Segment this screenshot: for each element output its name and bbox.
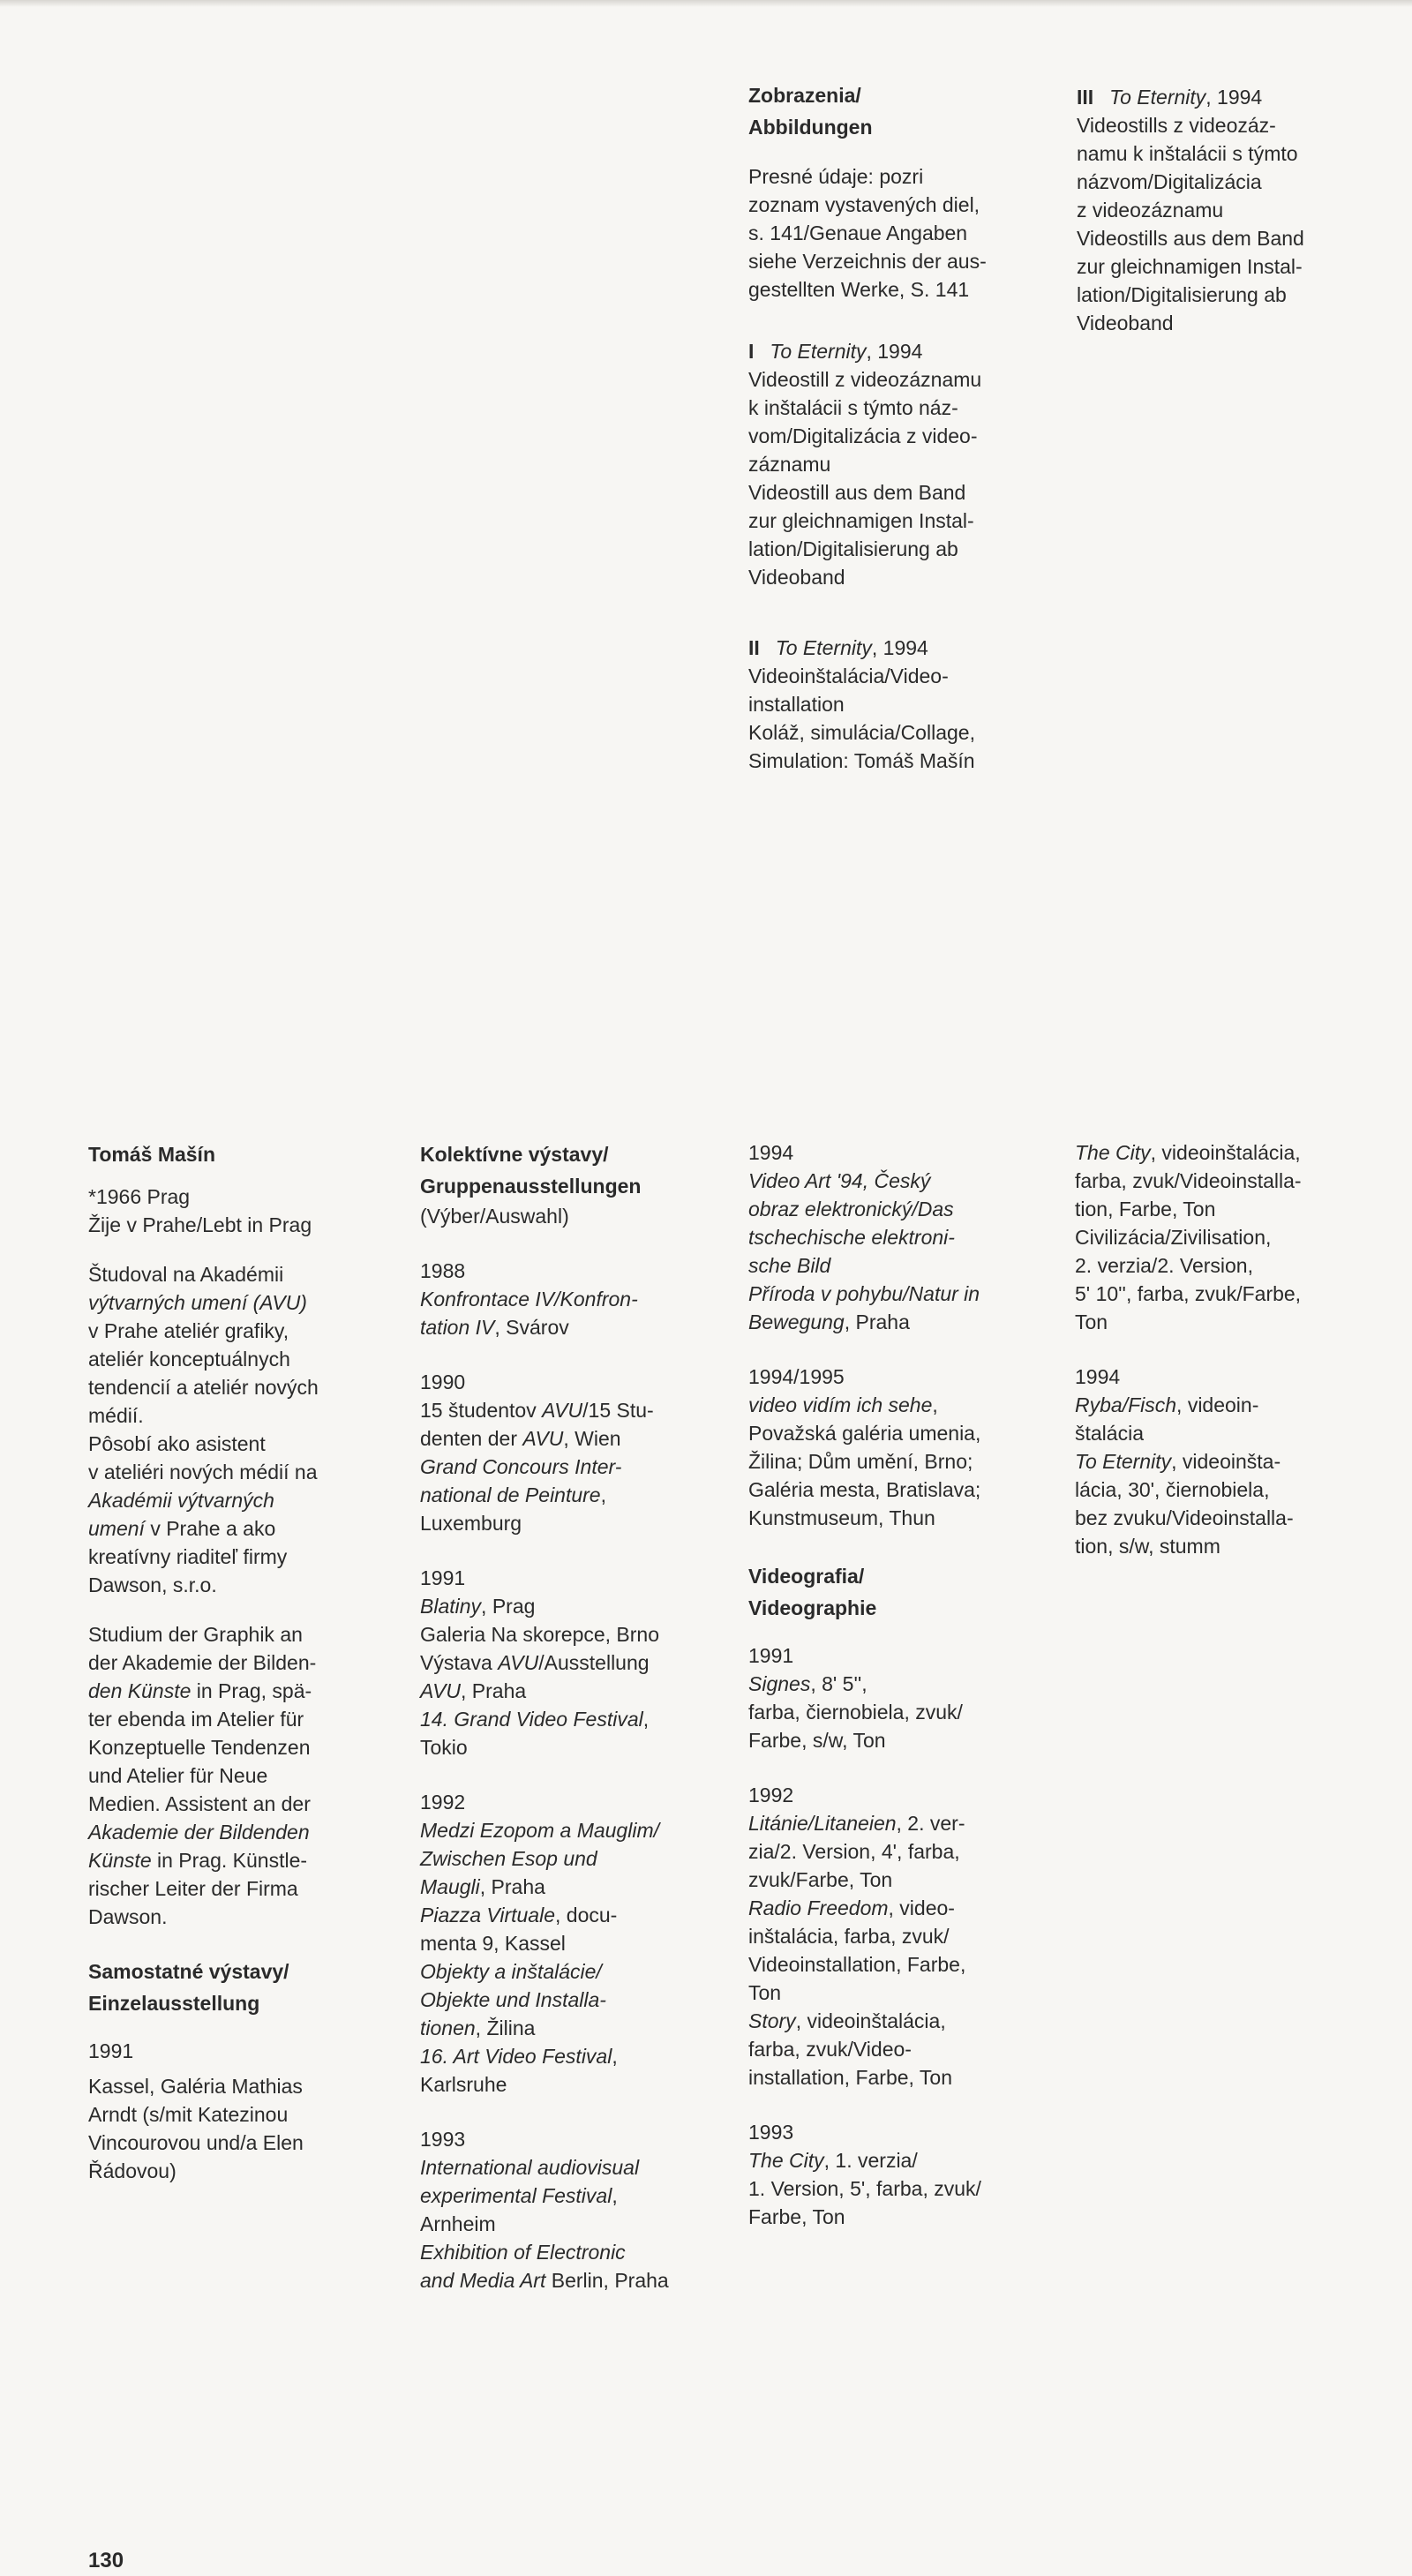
text-line: Radio Freedom, video- [748, 1896, 955, 1919]
text-line: kreatívny riaditeľ firmy [88, 1545, 288, 1568]
captions-column-b [1077, 83, 1377, 337]
text-line: Farbe, s/w, Ton [748, 1729, 886, 1752]
entry-year: 1994 [748, 1141, 794, 1164]
text-line: v ateliéri nových médií na [88, 1461, 318, 1483]
text-line: installation, Farbe, Ton [748, 2066, 952, 2089]
entry [420, 1788, 720, 2099]
exhibitions-continued [748, 1138, 1048, 1532]
text-line: zia/2. Version, 4', farba, [748, 1840, 960, 1863]
text-line: 2. verzia/2. Version, [1075, 1254, 1253, 1277]
text-line: farba, zvuk/Videoinstalla- [1075, 1169, 1302, 1192]
text-line: ter ebenda im Atelier für [88, 1708, 304, 1731]
entry-year: 1990 [420, 1371, 466, 1393]
text-line: Akademie der Bildenden [88, 1821, 310, 1844]
text-line: Bewegung, Praha [748, 1311, 910, 1333]
videography-continued [1075, 1138, 1384, 1560]
entry-year: 1994 [1075, 1365, 1121, 1388]
text-line: Pôsobí ako asistent [88, 1432, 266, 1455]
caption-item-1: I To Eternity, 1994 Videostill z videozáznamu k inštalácii s týmto náz- vom/Digitalizácia z video- záznamu Videostill aus dem Band zur gleichnamigen Instal- lation/Digitalisierung ab Videoband [748, 340, 982, 589]
text-line: Výstava AVU/Ausstellung [420, 1651, 650, 1674]
solo-exhibitions-heading: Samostatné výstavy/ Einzelausstellung [88, 1960, 289, 2015]
text-line: Zwischen Esop und [420, 1847, 597, 1870]
text-line: tion, Farbe, Ton [1075, 1198, 1216, 1220]
text-line: farba, zvuk/Video- [748, 2038, 912, 2061]
entry [420, 2125, 720, 2294]
text-line: zvuk/Farbe, Ton [748, 1868, 893, 1891]
entry [420, 1564, 720, 1761]
text-line: lácia, 30', čiernobiela, [1075, 1478, 1270, 1501]
entry-year: 1992 [748, 1784, 794, 1806]
text-line: Luxemburg [420, 1512, 522, 1535]
text-line: experimental Festival, [420, 2184, 618, 2207]
text-line: bez zvuku/Videoinstalla- [1075, 1506, 1294, 1529]
group-entries [420, 1257, 720, 2294]
captions-column-a [748, 79, 1048, 801]
text-line: Litánie/Litaneien, 2. ver- [748, 1812, 965, 1835]
text-line: Videoinstallation, Farbe, [748, 1953, 966, 1976]
text-line: video vidím ich sehe, [748, 1393, 938, 1416]
text-line: Maugli, Praha [420, 1875, 545, 1898]
solo-year: 1991 [88, 2039, 134, 2062]
text-line: Kunstmuseum, Thun [748, 1506, 935, 1529]
text-line: Signes, 8' 5'', [748, 1672, 867, 1695]
text-line: tionen, Žilina [420, 2016, 536, 2039]
artist-name: Tomáš Mašín [88, 1143, 215, 1166]
bio-column: Tomáš Mašín *1966 Prag Žije v Prahe/Lebt in Prag Študoval na Akadémii výtvarných umení (AVU) v Prahe ateliér grafiky, ateliér konceptuálnych tendencií a ateliér nových médií. Pôsobí ako asistent v ateliéri nových médií na Akadémii výtvarných umení v Prahe a ako kreatívny riaditeľ firmy Dawson, s.r.o. Studium der Graphik an der Akademie der Bilden- den Künste in Prag, spä- ter ebenda im Atelier für Konzeptuelle Tendenzen und Atelier für Neue Medien. Assistent an der Akademie der Bildenden Künste in Prag. Künstle- rischer Leiter der Firma Dawson. Samostatné výstavy/ Einzelausstellung 1991 Kassel, Galéria Mathias Arndt (s/mit Katezinou Vincourovou und/a Elen Řádovou) [88, 1138, 388, 2185]
birth: *1966 Prag [88, 1185, 191, 1208]
bio-slovak [88, 1260, 388, 1599]
captions-heading: Zobrazenia/ Abbildungen [748, 84, 873, 139]
text-line: 5' 10'', farba, zvuk/Farbe, [1075, 1282, 1302, 1305]
entry-year: 1994/1995 [748, 1365, 845, 1388]
text-line: der Akademie der Bilden- [88, 1651, 317, 1674]
text-line: Studium der Graphik an [88, 1623, 303, 1646]
videography-entries [748, 1641, 1048, 2231]
text-line: Künste in Prag. Künstle- [88, 1849, 308, 1872]
text-line: výtvarných umení (AVU) [88, 1291, 307, 1314]
entry [1075, 1138, 1384, 1336]
text-line: médií. [88, 1404, 144, 1427]
text-line: tion, s/w, stumm [1075, 1535, 1220, 1558]
text-line: Civilizácia/Zivilisation, [1075, 1226, 1272, 1249]
exhibitions-videography-column [748, 1138, 1048, 2257]
text-line: Galéria mesta, Bratislava; [748, 1478, 981, 1501]
entry-year: 1991 [748, 1644, 794, 1667]
entry-year: 1992 [420, 1791, 466, 1814]
text-line: Konzeptuelle Tendenzen [88, 1736, 311, 1759]
text-line: 16. Art Video Festival, [420, 2045, 618, 2068]
text-line: AVU, Praha [420, 1679, 527, 1702]
text-line: Objekty a inštalácie/ [420, 1960, 602, 1983]
entry [748, 1138, 1048, 1336]
text-line: Ryba/Fisch, videoin- [1075, 1393, 1259, 1416]
entry [748, 1781, 1048, 2092]
text-line: Medzi Ezopom a Mauglim/ [420, 1819, 659, 1842]
bio-german [88, 1620, 388, 1931]
text-line: Farbe, Ton [748, 2205, 845, 2228]
caption-item-2: II To Eternity, 1994 Videoinštalácia/Video- installation Koláž, simulácia/Collage, Simulation: Tomáš Mašín [748, 636, 975, 772]
text-line: umení v Prahe a ako [88, 1517, 276, 1540]
group-exhibitions-heading: Kolektívne výstavy/ Gruppenausstellungen [420, 1143, 642, 1198]
entry [748, 1363, 1048, 1532]
text-line: International audiovisual [420, 2156, 640, 2179]
text-line: national de Peinture, [420, 1483, 606, 1506]
entry [1075, 1363, 1384, 1560]
videography-heading: Videografia/ Videographie [748, 1565, 877, 1619]
group-subtitle: (Výber/Auswahl) [420, 1205, 569, 1228]
text-line: Piazza Virtuale, docu- [420, 1904, 618, 1926]
text-line: 15 študentov AVU/15 Stu- [420, 1399, 654, 1422]
text-line: Arnheim [420, 2212, 496, 2235]
entry-year: 1988 [420, 1259, 466, 1282]
text-line: Akadémii výtvarných [88, 1489, 274, 1512]
text-line: Objekte und Installa- [420, 1988, 606, 2011]
text-line: 1. Version, 5', farba, zvuk/ [748, 2177, 981, 2200]
entry-year: 1991 [420, 1566, 466, 1589]
page-number: 130 [88, 2549, 124, 2572]
text-line: 14. Grand Video Festival, [420, 1708, 650, 1731]
text-line: The City, 1. verzia/ [748, 2149, 918, 2172]
text-line: Ton [748, 1981, 782, 2004]
text-line: und Atelier für Neue [88, 1764, 268, 1787]
text-line: To Eternity, videoinšta- [1075, 1450, 1281, 1473]
text-line: Žilina; Dům umění, Brno; [748, 1450, 973, 1473]
text-line: Exhibition of Electronic [420, 2241, 626, 2264]
text-line: Grand Concours Inter- [420, 1455, 622, 1478]
text-line: The City, videoinštalácia, [1075, 1141, 1301, 1164]
text-line: sche Bild [748, 1254, 831, 1277]
text-line: tation IV, Svárov [420, 1316, 569, 1339]
text-line: Karlsruhe [420, 2073, 507, 2096]
page-top-edge [0, 0, 1412, 7]
captions-intro: Presné údaje: pozri zoznam vystavených diel, s. 141/Genaue Angaben siehe Verzeichnis der aus- gestellten Werke, S. 141 [748, 165, 987, 301]
text-line: Ton [1075, 1311, 1108, 1333]
text-line: Medien. Assistent an der [88, 1792, 311, 1815]
text-line: den Künste in Prag, spä- [88, 1679, 312, 1702]
group-exhibitions-column [420, 1138, 720, 2321]
entry [748, 1641, 1048, 1754]
text-line: farba, čiernobiela, zvuk/ [748, 1701, 963, 1724]
text-line: Story, videoinštalácia, [748, 2009, 946, 2032]
caption-item-3: III To Eternity, 1994 Videostills z videozáz- namu k inštalácii s týmto názvom/Digitalizácia z videozáznamu Videostills aus dem Band zur gleichnamigen Instal- lation/Digitalisierung ab Videoband [1077, 86, 1304, 334]
text-line: Příroda v pohybu/Natur in [748, 1282, 980, 1305]
entry [420, 1257, 720, 1341]
entry-year: 1993 [748, 2121, 794, 2144]
text-line: denten der AVU, Wien [420, 1427, 621, 1450]
text-line: rischer Leiter der Firma [88, 1877, 298, 1900]
entry [748, 2118, 1048, 2231]
text-line: štalácia [1075, 1422, 1144, 1445]
text-line: menta 9, Kassel [420, 1932, 566, 1955]
text-line: Galeria Na skorepce, Brno [420, 1623, 660, 1646]
entry [420, 1368, 720, 1537]
text-line: tschechische elektroni- [748, 1226, 955, 1249]
text-line: v Prahe ateliér grafiky, [88, 1319, 289, 1342]
videography-continued-column [1075, 1138, 1384, 1587]
text-line: Video Art '94, Český [748, 1169, 931, 1192]
text-line: Študoval na Akadémii [88, 1263, 284, 1286]
text-line: Blatiny, Prag [420, 1595, 536, 1618]
text-line: Konfrontace IV/Konfron- [420, 1288, 638, 1311]
text-line: ateliér konceptuálnych [88, 1348, 290, 1371]
text-line: Tokio [420, 1736, 468, 1759]
text-line: tendencií a ateliér nových [88, 1376, 319, 1399]
text-line: Považská galéria umenia, [748, 1422, 981, 1445]
text-line: obraz elektronický/Das [748, 1198, 954, 1220]
entry-year: 1993 [420, 2128, 466, 2151]
text-line: and Media Art Berlin, Praha [420, 2269, 669, 2292]
text-line: Dawson, s.r.o. [88, 1573, 217, 1596]
residence: Žije v Prahe/Lebt in Prag [88, 1213, 312, 1236]
text-line: inštalácia, farba, zvuk/ [748, 1925, 950, 1948]
text-line: Dawson. [88, 1905, 168, 1928]
